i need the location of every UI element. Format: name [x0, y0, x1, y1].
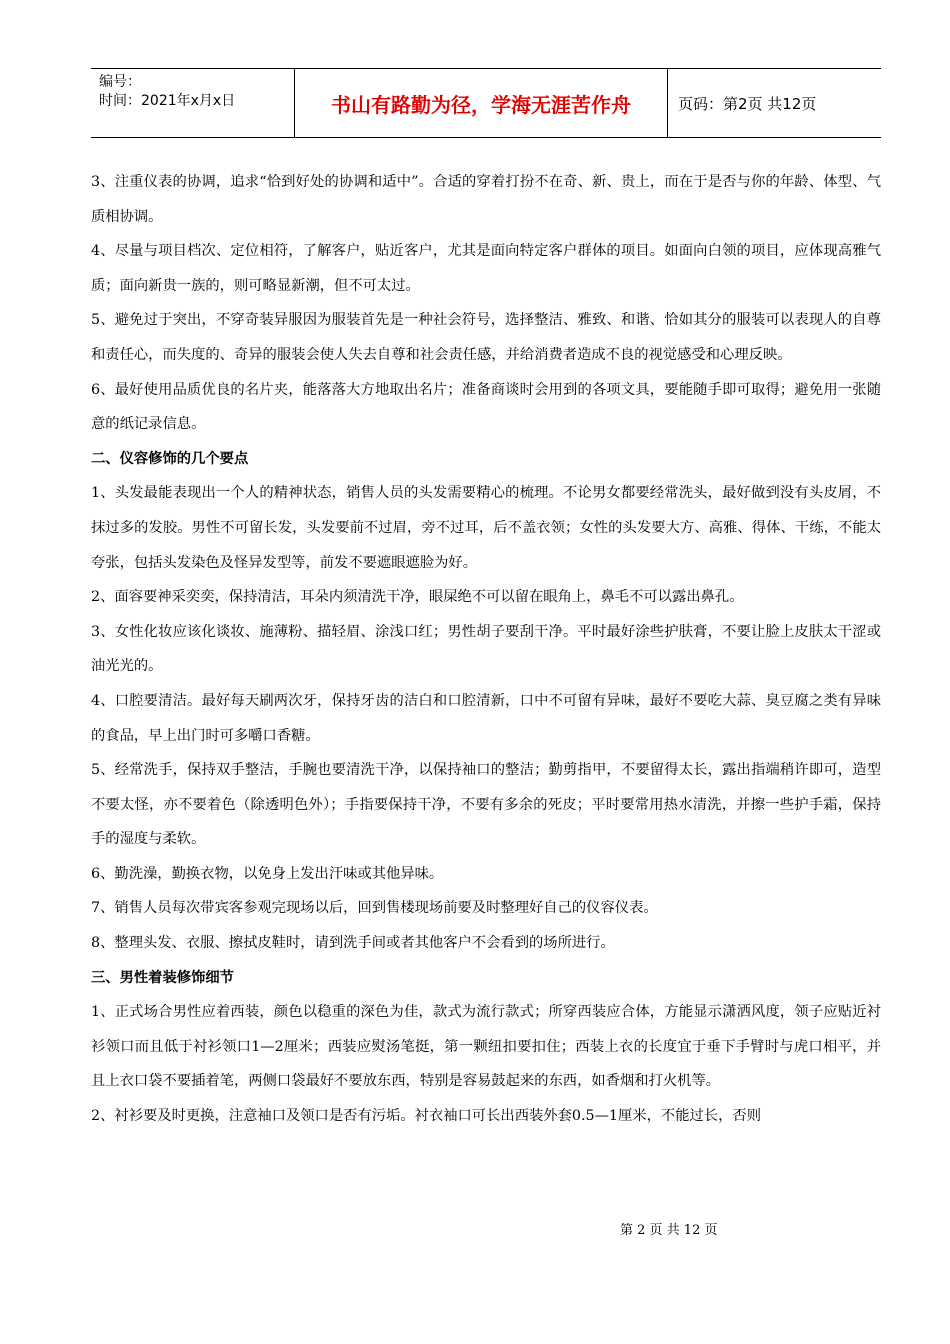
section-heading: 二、仪容修饰的几个要点 — [91, 450, 249, 467]
paragraph: 3、女性化妆应该化谈妆、施薄粉、描轻眉、涂浅口红；男性胡子要刮干净。平时最好涂些护肤膏，不要让脸上皮肤太干涩或油光光的。 — [91, 623, 881, 675]
paragraph: 5、经常洗手，保持双手整洁，手腕也要清洗干净，以保持袖口的整洁；勤剪指甲，不要留得太长，露出指端稍许即可，造型不要太怪，亦不要着色（除透明色外）；手指要保持干净，不要有多余的死皮；平时要常用热水清洗，并擦一些护手霜，保持手的湿度与柔软。 — [91, 762, 881, 848]
header-page-info: 页码：第2页 共12页 — [678, 94, 817, 113]
paragraph: 3、注重仪表的协调，追求“恰到好处的协调和适中”。合适的穿着打扮不在奇、新、贵上，而在于是否与你的年龄、体型、气质相协调。 — [91, 174, 881, 225]
paragraph: 6、勤洗澡，勤换衣物，以免身上发出汗味或其他异味。 — [91, 865, 444, 882]
section-heading: 三、男性着装修饰细节 — [91, 969, 234, 986]
paragraph: 2、面容要神采奕奕，保持清洁，耳朵内须清洗干净，眼屎绝不可以留在眼角上，鼻毛不可以露出鼻孔。 — [91, 589, 744, 606]
header-motto: 书山有路勤为径，学海无涯苦作舟 — [294, 69, 668, 137]
paragraph: 4、口腔要清洁。最好每天刷两次牙，保持牙齿的洁白和口腔清新，口中不可留有异味，最好不要吃大蒜、臭豆腐之类有异味的食品，早上出门时可多嚼口香糖。 — [91, 692, 881, 744]
header-meta — [91, 69, 294, 137]
paragraph: 2、衬衫要及时更换，注意袖口及领口是否有污垢。衬衣袖口可长出西装外套0.5—1厘米，不能过长，否则 — [91, 1108, 761, 1125]
document-header — [91, 68, 881, 138]
paragraph: 8、整理头发、衣服、擦拭皮鞋时，请到洗手间或者其他客户不会看到的场所进行。 — [91, 935, 615, 952]
paragraph: 4、尽量与项目档次、定位相符，了解客户，贴近客户，尤其是面向特定客户群体的项目。如面向白领的项目，应体现高雅气质；面向新贵一族的，则可略显新潮，但不可太过。 — [91, 243, 881, 294]
document-body — [91, 165, 881, 1134]
paragraph: 1、正式场合男性应着西装，颜色以稳重的深色为佳，款式为流行款式；所穿西装应合体，方能显示潇洒风度，领子应贴近衬衫领口而且低于衬衫领口1—2厘米；西装应熨汤笔挺，第一颗纽扣要扣住；西装上衣的长度宜于垂下手臂时与虎口相平，并且上衣口袋不要插着笔，两侧口袋最好不要放东西，特别是容易鼓起来的东西，如香烟和打火机等。 — [91, 1004, 881, 1090]
paragraph: 7、销售人员每次带宾客参观完现场以后，回到售楼现场前要及时整理好自己的仪容仪表。 — [91, 900, 658, 917]
paragraph: 6、最好使用品质优良的名片夹，能落落大方地取出名片；准备商谈时会用到的各项文具，要能随手即可取得；避免用一张随意的纸记录信息。 — [91, 381, 881, 433]
paragraph: 1、头发最能表现出一个人的精神状态，销售人员的头发需要精心的梳理。不论男女都要经常洗头，最好做到没有头皮屑，不抹过多的发胶。男性不可留长发，头发要前不过眉，旁不过耳，后不盖衣领；女性的头发要大方、高雅、得体、干练，不能太夸张，包括头发染色及怪异发型等，前发不要遮眼遮脸为好。 — [91, 485, 881, 571]
time-label: 时间：2021年x月x日 — [99, 93, 236, 109]
paragraph: 5、避免过于突出，不穿奇装异服因为服装首先是一种社会符号，选择整洁、雅致、和谐、恰如其分的服装可以表现人的自尊和责任心，而失度的、奇异的服装会使人失去自尊和社会责任感，并给消费者造成不良的视觉感受和心理反映。 — [91, 312, 881, 363]
number-label: 编号： — [99, 74, 141, 90]
page-footer: 第 2 页 共 12 页 — [620, 1223, 718, 1238]
